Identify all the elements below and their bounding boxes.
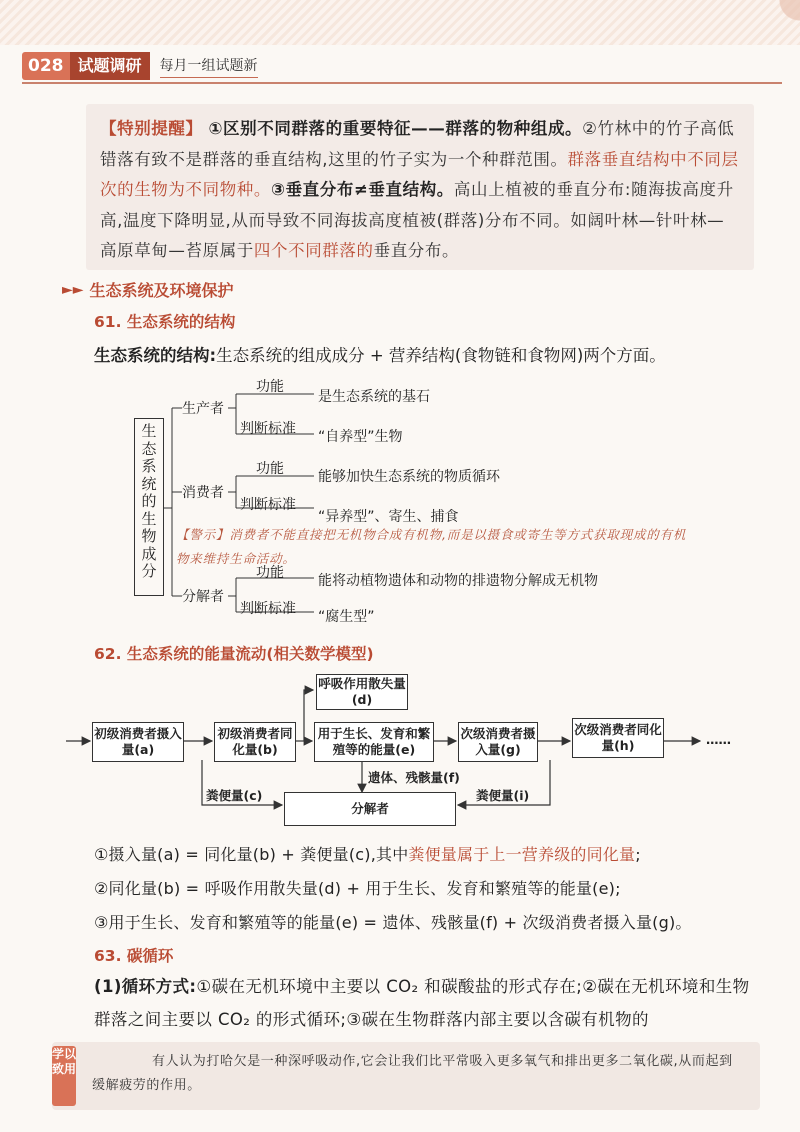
special-reminder-box [86,104,754,270]
ellipsis-label: …… [706,732,731,747]
consumer-func-label: 功能 [256,461,284,477]
component-root-box [134,418,164,596]
carbon-cycle-bold: (1)循环方式: [94,977,197,996]
header-divider [22,82,782,84]
top-decorative-band [0,0,800,45]
producer-func-text: 是生态系统的基石 [318,389,430,405]
section-heading-text: 生态系统及环境保护 [89,281,234,300]
equation-1 [94,842,641,865]
remains-label: 遗体、残骸量(f) [368,770,460,785]
consumer-crit-text: “异养型”、寄生、捕食 [318,509,459,525]
feces-i-label: 粪便量(i) [476,788,530,803]
decomposer-func-text: 能将动植物遗体和动物的排遗物分解成无机物 [318,573,598,589]
decomposer-func-label: 功能 [256,565,284,581]
primary-assim-box: 初级消费者同化量(b) [214,722,296,762]
reminder-point-1: ①区别不同群落的重要特征——群落的物种组成。 [208,119,583,138]
producer-label: 生产者 [182,401,224,417]
section-heading [62,278,234,301]
double-arrow-icon: ►► [62,281,84,298]
structure-intro-text: 生态系统的组成成分 + 营养结构(食物链和食物网)两个方面。 [216,346,666,365]
reminder-point-3-text: 高山上植被的垂直分布:随海拔高度升高,温度下降明显,从而导致不同海拔高度植被(群落)分布不同。如阔叶林—针叶林—高原草甸—苔原属于 [100,180,734,260]
corner-decoration [710,0,800,45]
footer-text: 有人认为打哈欠是一种深呼吸动作,它会让我们比平常吸入更多氧气和排出更多二氧化碳,从而起到缓解疲劳的作用。 [92,1054,733,1093]
heading-61: 61. 生态系统的结构 [94,313,236,331]
consumer-label: 消费者 [182,485,224,501]
reminder-point-3-end: 垂直分布。 [373,241,460,260]
page-number: 028 [22,52,70,80]
component-root-label: 生态系统的生物成分 [141,422,157,580]
producer-crit-text: “自养型”生物 [318,429,403,445]
equation-1-text: ①摄入量(a) = 同化量(b) + 粪便量(c),其中 [94,845,409,864]
consumer-func-text: 能够加快生态系统的物质循环 [318,469,500,485]
page-header [22,52,258,80]
footer-tag: 学以致用 [52,1046,76,1106]
primary-intake-box: 初级消费者摄入量(a) [92,722,184,762]
producer-func-label: 功能 [256,379,284,395]
decomposer-label: 分解者 [182,589,224,605]
structure-intro [94,342,666,366]
reminder-point-3: ③垂直分布≠垂直结构。 [271,180,454,199]
secondary-intake-box: 次级消费者摄入量(g) [458,722,538,762]
growth-box: 用于生长、发育和繁殖等的能量(e) [314,722,434,762]
structure-intro-bold: 生态系统的结构: [94,346,217,365]
consumer-crit-label: 判断标准 [240,497,296,513]
respiration-box: 呼吸作用散失量(d) [316,674,408,710]
warning-note: 【警示】消费者不能直接把无机物合成有机物,而是以摄食或寄生等方式获取现成的有机物来维持生命活动。 [176,527,687,566]
feces-c-label: 粪便量(c) [206,788,263,803]
reminder-point-2: ②竹林中的竹子高低错落有致不是群落的垂直结构,这里的竹子实为一个种群范围。 [100,119,735,169]
carbon-cycle-text [94,970,754,1036]
footer-tip-box [52,1042,760,1110]
secondary-assim-box: 次级消费者同化量(h) [572,718,664,758]
carbon-cycle-body: ①碳在无机环境中主要以 CO₂ 和碳酸盐的形式存在;②碳在无机环境和生物群落之间主要以 CO₂ 的形式循环;③碳在生物群落内部主要以含碳有机物的 [94,977,750,1029]
decomposer-crit-text: “腐生型” [318,609,375,625]
equation-1-end: ; [635,845,641,864]
reminder-highlight-2: 四个不同群落的 [253,241,374,260]
decomposer-box: 分解者 [284,792,456,826]
heading-62: 62. 生态系统的能量流动(相关数学模型) [94,645,374,663]
header-subtitle: 每月一组试题新 [160,55,258,78]
producer-crit-label: 判断标准 [240,421,296,437]
decomposer-crit-label: 判断标准 [240,601,296,617]
equation-2: ②同化量(b) = 呼吸作用散失量(d) + 用于生长、发育和繁殖等的能量(e); [94,879,621,898]
equation-1-highlight: 粪便量属于上一营养级的同化量 [408,845,636,864]
reminder-tag: 【特别提醒】 [100,119,203,138]
section-label: 试题调研 [70,52,150,80]
equation-3: ③用于生长、发育和繁殖等的能量(e) = 遗体、残骸量(f) + 次级消费者摄入量(g)。 [94,913,692,932]
reminder-highlight-1: 群落垂直结构中不同层次的生物为不同物种。 [100,149,739,199]
heading-63: 63. 碳循环 [94,947,174,965]
